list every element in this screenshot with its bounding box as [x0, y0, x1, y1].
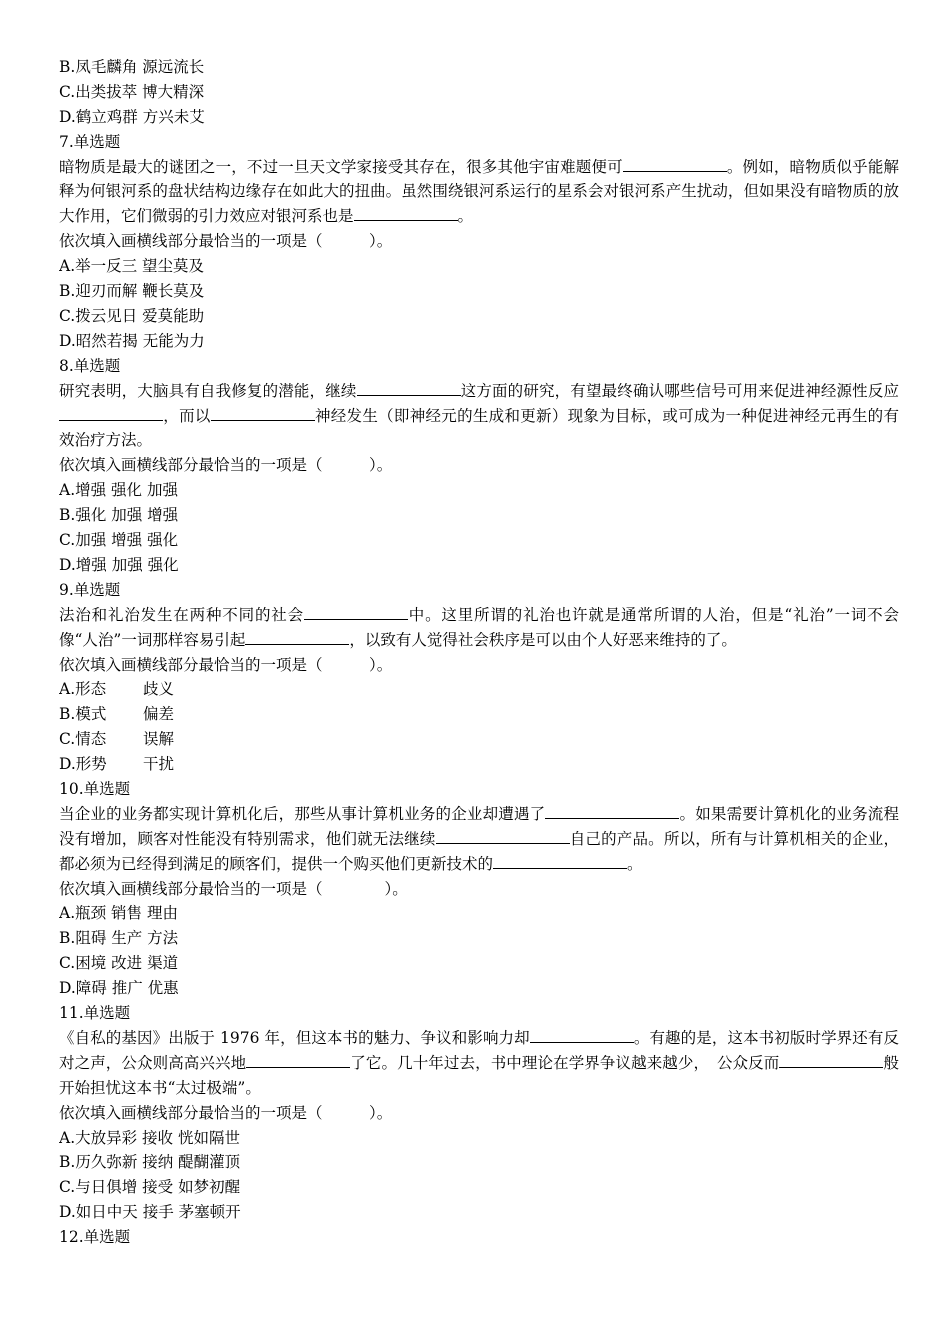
option-line: C.出类拔萃 博大精深 [59, 82, 205, 101]
option-term-1: C.情态 [59, 730, 107, 749]
question-8 [59, 354, 899, 578]
option-c[interactable]: C.与日俱增 接受 如梦初醒 [59, 1178, 241, 1197]
question-prompt: 依次填入画横线部分最恰当的一项是（ ）。 [59, 655, 393, 674]
option-d[interactable]: D.障碍 推广 优惠 [59, 979, 179, 998]
answer-blank [779, 1053, 883, 1068]
option-c[interactable]: C.困境 改进 渠道 [59, 954, 179, 973]
option-b[interactable]: B.历久弥新 接纳 醍醐灌顶 [59, 1153, 241, 1172]
stem-text: 暗物质是最大的谜团之一，不过一旦天文学家接受其存在，很多其他宇宙难题便可 [59, 157, 623, 176]
stem-text: 。例如，暗物质似乎能解释为何银河系的盘状结构边缘存在如此大的扭曲。虽然围绕银河系运行的星系会对银河系产生扰动，但如果没有暗物质的放大作用，它们微弱的引力效应对银河系也是 [59, 157, 899, 226]
document-page [59, 55, 899, 1250]
option-b[interactable]: B.迎刃而解 鞭长莫及 [59, 282, 205, 301]
stem-text: 《自私的基因》出版于 1976 年，但这本书的魅力、争议和影响力却 [59, 1028, 530, 1047]
stem-text: 了它。几十年过去，书中理论在学界争议越来越少， 公众反而 [350, 1053, 780, 1072]
stem-text: 这方面的研究，有望最终确认哪些信号可用来促进神经源性反应 [460, 381, 899, 400]
option-a[interactable]: A.大放异彩 接收 恍如隔世 [59, 1128, 240, 1147]
question-header: 11.单选题 [59, 1004, 131, 1023]
option-term-2: 歧义 [143, 680, 175, 699]
option-a[interactable] [59, 677, 899, 702]
option-line: B.凤毛麟角 源远流长 [59, 58, 205, 76]
option-a[interactable]: A.举一反三 望尘莫及 [59, 257, 205, 276]
option-a[interactable]: A.瓶颈 销售 理由 [59, 904, 178, 923]
stem-text: ，而以 [163, 406, 211, 425]
question-stem [59, 603, 899, 653]
option-c[interactable] [59, 727, 899, 752]
question-stem [59, 802, 899, 877]
stem-text: 。有趣的是，这本书初版时学界还有反对之声，公众则高高兴兴地 [59, 1028, 899, 1072]
option-c[interactable]: C.拨云见日 爱莫能助 [59, 306, 205, 325]
question-stem [59, 1026, 899, 1101]
answer-blank [245, 630, 349, 645]
option-c[interactable]: C.加强 增强 强化 [59, 531, 179, 550]
stem-text: 研究表明，大脑具有自我修复的潜能，继续 [59, 381, 357, 400]
question-10 [59, 777, 899, 1001]
option-d[interactable]: D.昭然若揭 无能为力 [59, 331, 205, 350]
option-term-2: 偏差 [143, 705, 175, 724]
answer-blank [304, 605, 408, 620]
option-line: D.鹤立鸡群 方兴未艾 [59, 107, 205, 126]
answer-blank [59, 406, 163, 421]
option-term-2: 误解 [143, 730, 175, 749]
answer-blank [246, 1053, 350, 1068]
question-header: 9.单选题 [59, 580, 121, 599]
stem-text: 。 [457, 207, 474, 226]
question-prompt: 依次填入画横线部分最恰当的一项是（ ）。 [59, 232, 393, 251]
option-b[interactable]: B.阻碍 生产 方法 [59, 929, 179, 948]
question-stem [59, 155, 899, 230]
question-header: 10.单选题 [59, 779, 131, 798]
answer-blank [623, 157, 727, 172]
answer-blank [530, 1028, 634, 1043]
question-header: 12.单选题 [59, 1228, 131, 1247]
answer-blank [493, 854, 627, 869]
stem-text: 般开始担忧这本书“太过极端”。 [59, 1053, 899, 1097]
option-d[interactable] [59, 752, 899, 777]
stem-text: 。 [627, 854, 643, 873]
question-9 [59, 578, 899, 777]
option-d[interactable]: D.增强 加强 强化 [59, 555, 179, 574]
stem-text: 神经发生（即神经元的生成和更新）现象为目标，或可成为一种促进神经元再生的有效治疗方法。 [59, 406, 899, 450]
question-11 [59, 1001, 899, 1225]
option-b[interactable] [59, 702, 899, 727]
stem-text: 。如果需要计算机化的业务流程没有增加，顾客对性能没有特别需求，他们就无法继续 [59, 804, 899, 848]
option-term-1: B.模式 [59, 705, 107, 724]
stem-text: 法治和礼治发生在两种不同的社会 [59, 605, 304, 624]
stem-text: ，以致有人觉得社会秩序是可以由个人好恶来维持的了。 [349, 630, 737, 649]
option-b[interactable]: B.强化 加强 增强 [59, 506, 179, 525]
stem-text: 中。这里所谓的礼治也许就是通常所谓的人治，但是“礼治”一词不会像“人治”一词那样容易引起 [59, 605, 899, 649]
answer-blank [211, 406, 315, 421]
answer-blank [354, 206, 458, 221]
question-stem [59, 379, 899, 454]
option-term-1: A.形态 [59, 680, 107, 699]
answer-blank [545, 804, 679, 819]
option-term-1: D.形势 [59, 755, 107, 774]
question-prompt: 依次填入画横线部分最恰当的一项是（ ）。 [59, 1103, 393, 1122]
question-header: 8.单选题 [59, 356, 121, 375]
option-a[interactable]: A.增强 强化 加强 [59, 481, 178, 500]
question-prompt: 依次填入画横线部分最恰当的一项是（ ）。 [59, 456, 393, 475]
stem-text: 自己的产品。所以，所有与计算机相关的企业，都必须为已经得到满足的顾客们，提供一个购买他们更新技术的 [59, 829, 899, 873]
answer-blank [436, 829, 570, 844]
answer-blank [357, 381, 461, 396]
question-7 [59, 130, 899, 354]
question-prompt: 依次填入画横线部分最恰当的一项是（ ）。 [59, 879, 408, 898]
option-d[interactable]: D.如日中天 接手 茅塞顿开 [59, 1203, 241, 1222]
question-header: 7.单选题 [59, 132, 121, 151]
stem-text: 当企业的业务都实现计算机化后，那些从事计算机业务的企业却遭遇了 [59, 804, 546, 823]
option-term-2: 干扰 [143, 755, 175, 774]
